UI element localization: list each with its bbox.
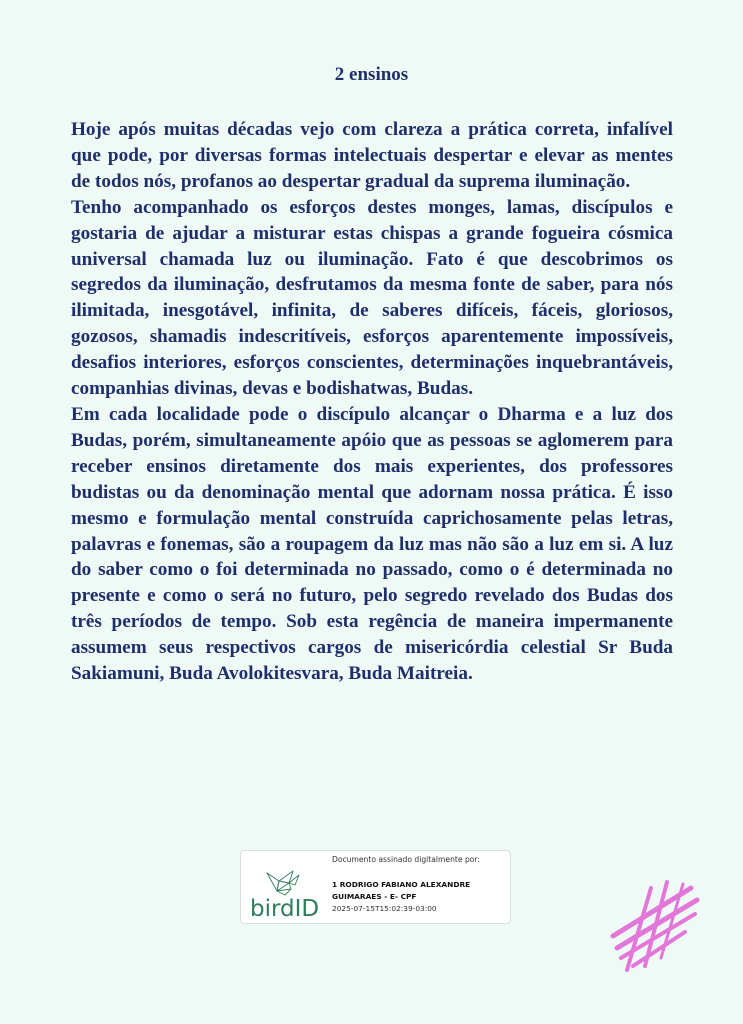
handwritten-scribble bbox=[605, 874, 705, 974]
paragraph-1: Hoje após muitas décadas vejo com clareza a prática correta, infalível que pode, por diversas formas intelectuais despertar e elevar as mentes de todos nós, profanos ao despertar gradual da suprema iluminação. bbox=[71, 119, 673, 192]
digital-signature-stamp bbox=[240, 850, 511, 924]
signature-details bbox=[332, 854, 508, 914]
signature-caption: Documento assinado digitalmente por: bbox=[332, 855, 480, 864]
bird-icon bbox=[267, 871, 299, 895]
document-body bbox=[71, 117, 673, 687]
signer-name bbox=[332, 879, 508, 903]
document-title: 2 ensinos bbox=[334, 64, 409, 85]
signer-name-line-1: 1 RODRIGO FABIANO ALEXANDRE bbox=[332, 880, 471, 889]
paragraph-3: Em cada localidade pode o discípulo alcançar o Dharma e a luz dos Budas, porém, simultaneamente apóio que as pessoas se aglomerem para receber ensinos diretamente dos mais experientes, dos professores budistas ou da denominação mental que adornam nossa prática. É isso mesmo e formulação mental construída caprichosamente pelas letras, palavras e fonemas, são a roupagem da luz mas não são a luz em si. A luz do saber como o foi determinada no passado, como o é determinada no presente e como o será no futuro, pelo segredo revelado dos Budas dos três períodos de tempo. Sob esta regência de maneira impermanente assumem seus respectivos cargos de misericórdia celestial Sr Buda Sakiamuni, Buda Avolokitesvara, Buda Maitreia. bbox=[71, 403, 673, 685]
signer-name-line-2: GUIMARAES - E- CPF bbox=[332, 892, 417, 901]
birdid-logo bbox=[249, 861, 327, 919]
signature-timestamp: 2025-07-15T15:02:39-03:00 bbox=[332, 904, 437, 913]
birdid-logo-text: birdID bbox=[250, 896, 320, 919]
paragraph-2: Tenho acompanhado os esforços destes monges, lamas, discípulos e gostaria de ajudar a misturar estas chispas a grande fogueira cósmica universal chamada luz ou iluminação. Fato é que descobrimos os segredos da iluminação, desfrutamos da mesma fonte de saber, para nós ilimitada, inesgotável, infinita, de saberes difíceis, fáceis, gloriosos, gozosos, shamadis indescritíveis, esforços aparentemente impossíveis, desafios interiores, esforços conscientes, determinações inquebrantáveis, companhias divinas, devas e bodishatwas, Budas. bbox=[71, 196, 673, 400]
